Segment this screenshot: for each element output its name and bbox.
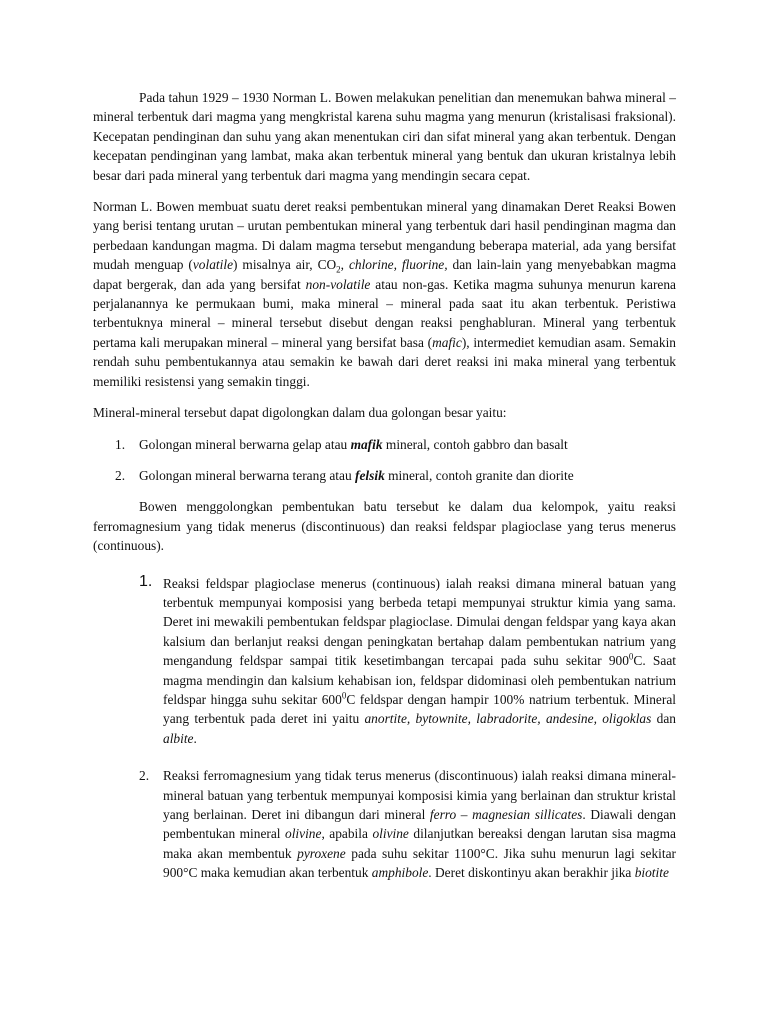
paragraph-2: Norman L. Bowen membuat suatu deret reaksi pembentukan mineral yang dinamakan Deret Reaksi Bowen yang berisi tentang urutan – urutan pembentukan mineral yang terbentuk dari hasil pendinginan magma dan perbedaan kandungan magma. Di dalam magma tersebut mengandung beberapa material, ada yang bersifat mudah menguap (volatile) misalnya air, $CO_2$, chlorine, fluorine, dan lain-lain yang menyebabkan magma dapat bergerak, dan ada yang bersifat non-volatile atau non-gas. Ketika magma suhunya menurun karena perjalanannya ke permukaan bumi, maka mineral – mineral pada saat itu akan terbentuk. Peristiwa terbentuknya mineral – mineral tersebut disebut dengan reaksi penghabluran. Mineral yang terbentuk pertama kali merupakan mineral – mineral yang bersifat basa (mafic), intermediet kemudian asam. Semakin rendah suhu pembentukannya atau semakin ke bawah dari deret reaksi ini maka mineral yang terbentuk memiliki resistensi yang semakin tinggi.	[93, 199, 677, 389]
paragraph-3: Mineral-mineral tersebut dapat digolongkan dalam dua golongan besar yaitu:	[93, 405, 507, 421]
reaction-item-1: 1. Reaksi feldspar plagioclase menerus (continuous) ialah reaksi dimana mineral batuan yang terbentuk mempunyai komposisi yang berbeda tetapi mempunyai struktur kimia yang sama. Deret ini mewakili pembentukan feldspar plagioclase. Dimulai dengan feldspar yang kaya akan kalsium dan berlanjut reaksi dengan peningkatan bertahap dalam pembentukan natrium yang mengandung feldspar sampai titik kesetimbangan tercapai pada suhu sekitar $900^0C$. Saat magma mendingin dan kalsium kehabisan ion, feldspar didominasi oleh pembentukan natrium feldspar hingga suhu sekitar $600^0C$ feldspar dengan hampir 100% natrium terbentuk. Mineral yang terbentuk pada deret ini yaitu anortite, bytownite, labradorite, andesine, oligoklas dan albite.	[139, 572, 676, 746]
document-body	[93, 88, 676, 883]
list-item: 1. Golongan mineral berwarna gelap atau mafik mineral, contoh gabbro dan basalt	[115, 436, 568, 452]
list-item: 2. Golongan mineral berwarna terang atau felsik mineral, contoh granite dan diorite	[115, 467, 574, 483]
reaction-item-2: 2. Reaksi ferromagnesium yang tidak terus menerus (discontinuous) ialah reaksi dimana mineral-mineral batuan yang terbentuk mempunyai komposisi kimia yang berlainan dan struktur kristal yang berlainan. Deret ini dibangun dari mineral ferro – magnesian sillicates. Diawali dengan pembentukan mineral olivine, apabila olivine dilanjutkan bereaksi dengan larutan sisa magma maka akan membentuk pyroxene pada suhu sekitar 1100°C. Jika suhu menurun lagi sekitar 900°C maka kemudian akan terbentuk amphibole. Deret diskontinyu akan berakhir jika biotite	[139, 768, 676, 881]
paragraph-4: Bowen menggolongkan pembentukan batu tersebut ke dalam dua kelompok, yaitu reaksi ferromagnesium yang tidak menerus (discontinuous) dan reaksi feldspar plagioclase yang terus menerus (continuous).	[93, 499, 676, 554]
paragraph-1: Pada tahun 1929 – 1930 Norman L. Bowen melakukan penelitian dan menemukan bahwa mineral – mineral terbentuk dari magma yang mengkristal karena suhu magma yang menurun (kristalisasi fraksional). Kecepatan pendinginan dan suhu yang akan menentukan ciri dan sifat mineral yang akan terbentuk. Dengan kecepatan pendinginan yang lambat, maka akan terbentuk mineral yang bentuk dan ukuran kristalnya lebih besar dari pada mineral yang terbentuk dari magma yang mendingin secara cepat.	[93, 90, 676, 183]
